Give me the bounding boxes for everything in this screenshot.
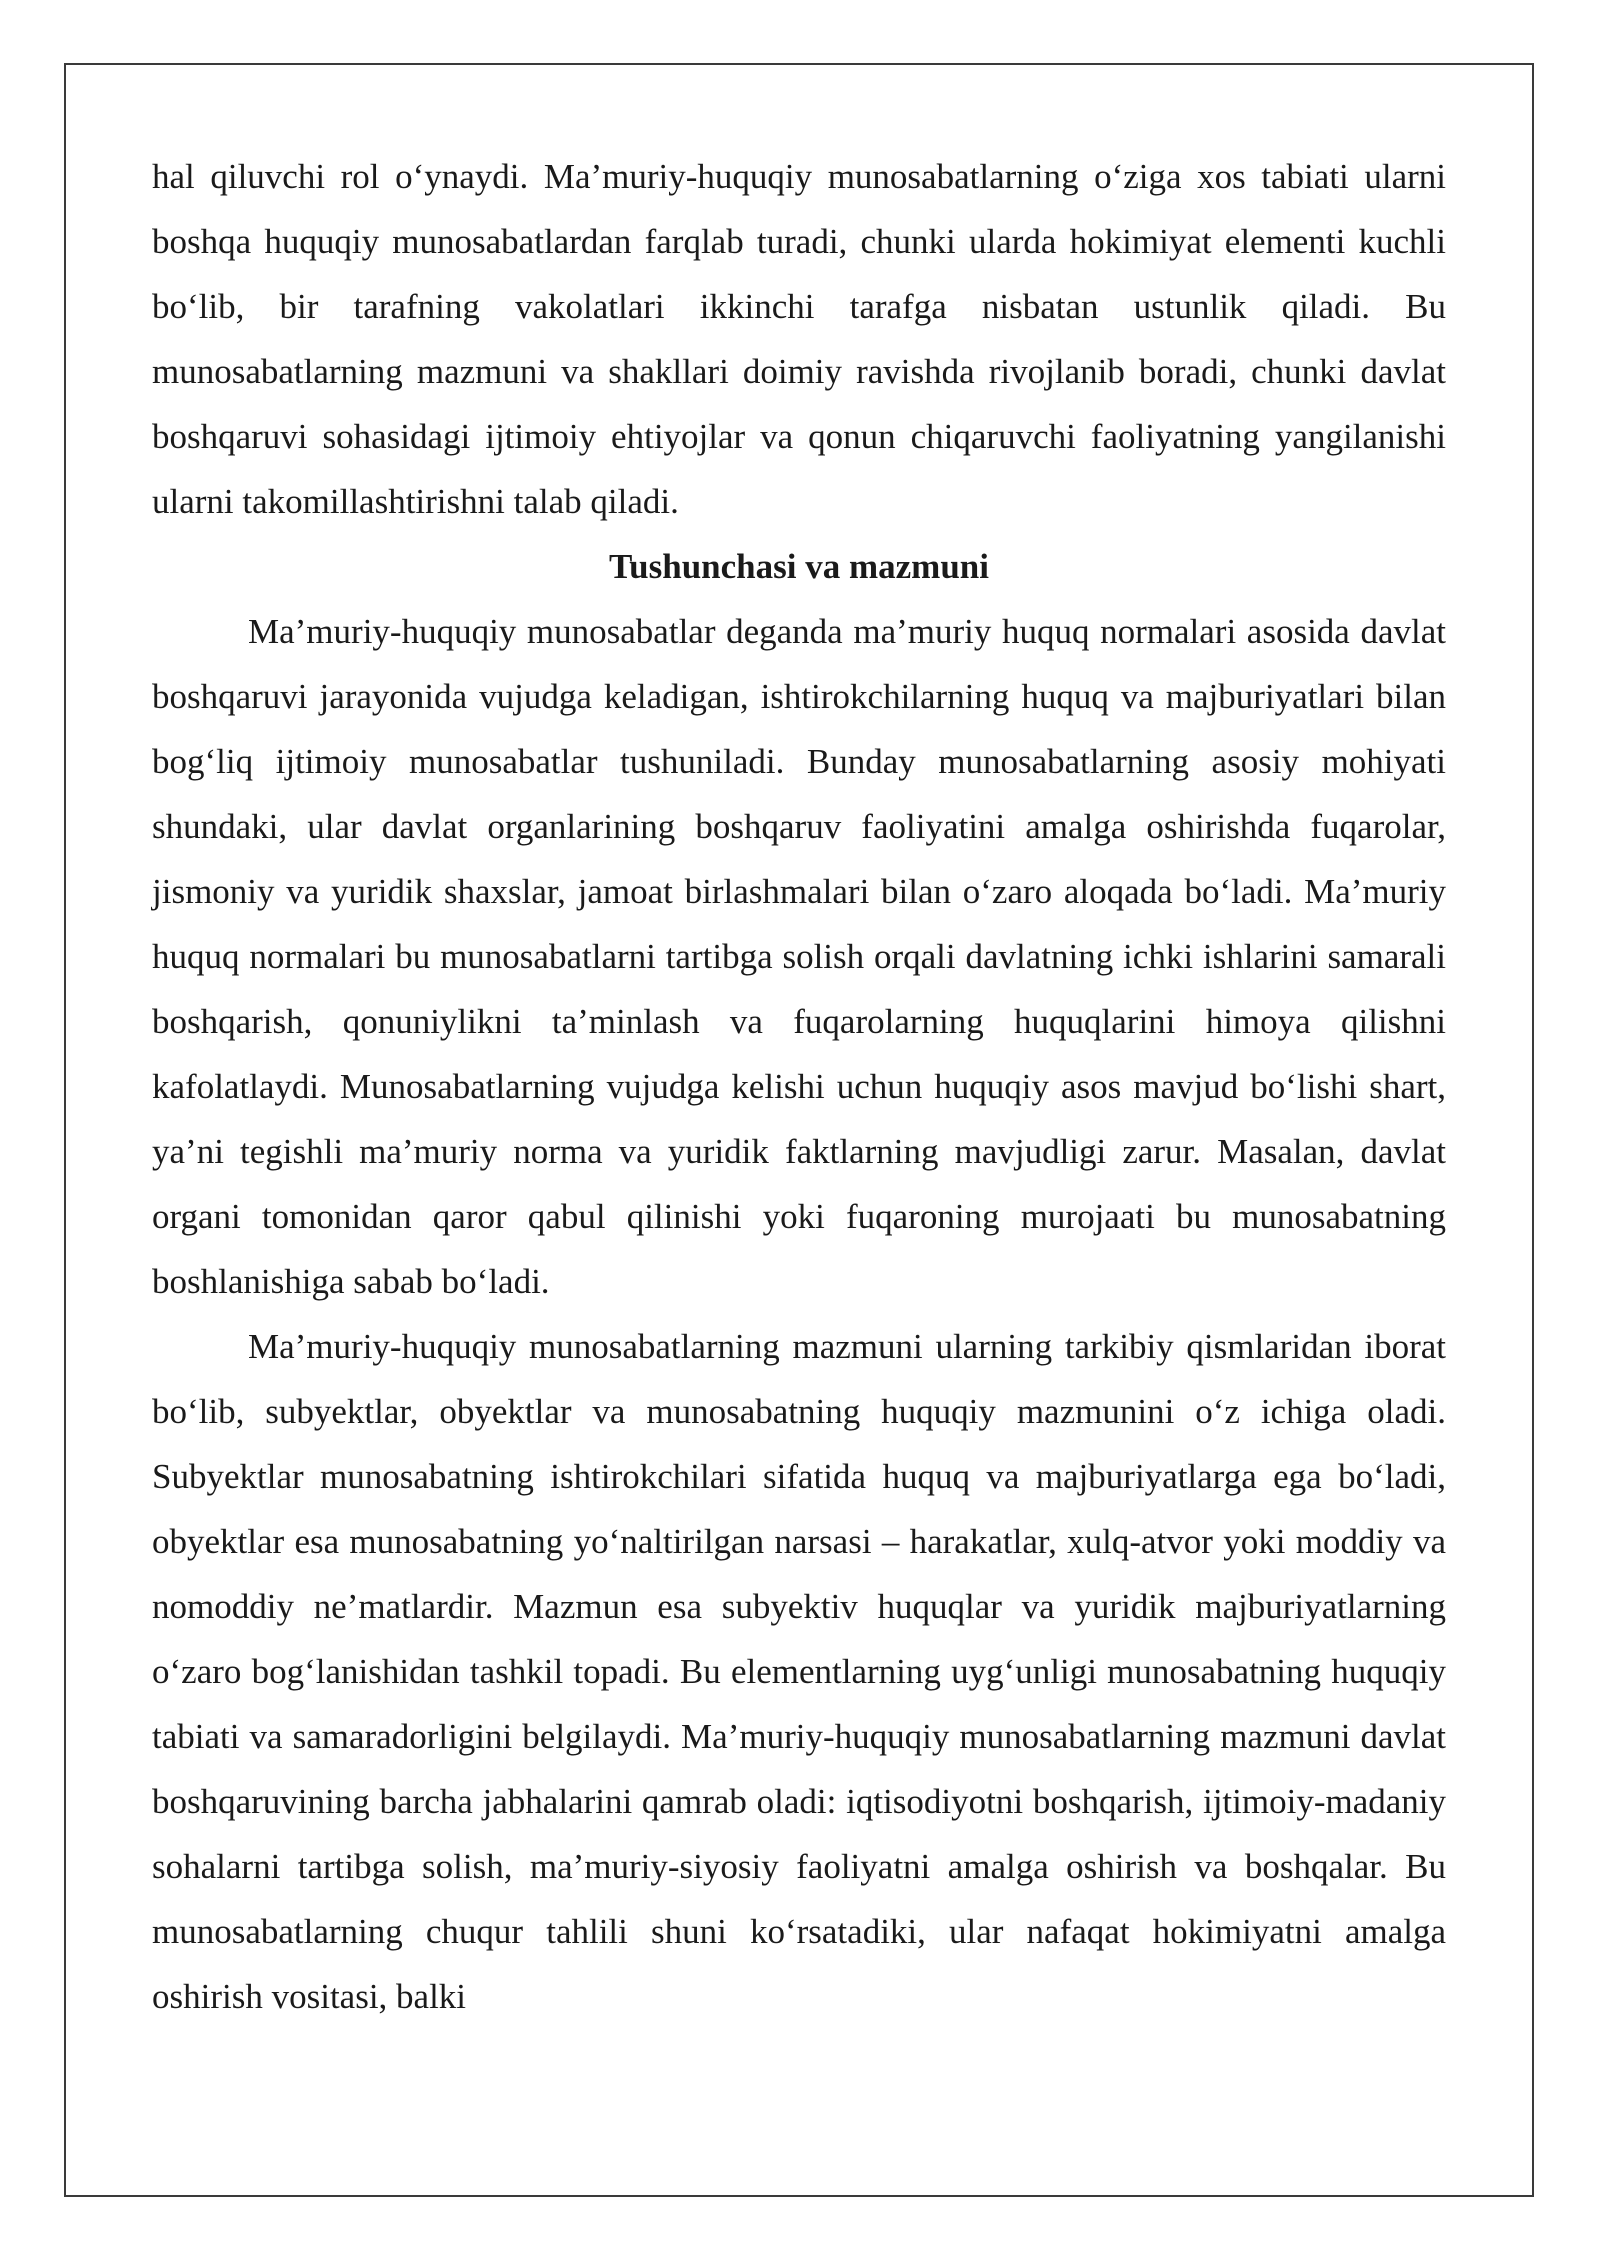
paragraph-definition: Ma’muriy-huquqiy munosabatlar deganda ma’muriy huquq normalari asosida davlat boshqaruvi jarayonida vujudga keladigan, ishtirokchilarning huquq va majburiyatlari bilan bog‘liq ijtimoiy munosabatlar tushuniladi. Bunday munosabatlarning asosiy mohiyati shundaki, ular davlat organlarining boshqaruv faoliyatini amalga oshirishda fuqarolar, jismoniy va yuridik shaxslar, jamoat birlashmalari bilan o‘zaro aloqada bo‘ladi. Ma’muriy huquq normalari bu munosabatlarni tartibga solish orqali davlatning ichki ishlarini samarali boshqarish, qonuniylikni ta’minlash va fuqarolarning huquqlarini himoya qilishni kafolatlaydi. Munosabatlarning vujudga kelishi uchun huquqiy asos mavjud bo‘lishi shart, ya’ni tegishli ma’muriy norma va yuridik faktlarning mavjudligi zarur. Masalan, davlat organi tomonidan qaror qabul qilinishi yoki fuqaroning murojaati bu munosabatning boshlanishiga sabab bo‘ladi.: [152, 612, 1446, 1301]
paragraph-continuation: hal qiluvchi rol o‘ynaydi. Ma’muriy-huquqiy munosabatlarning o‘ziga xos tabiati ularni boshqa huquqiy munosabatlardan farqlab turadi, chunki ularda hokimiyat elementi kuchli bo‘lib, bir tarafning vakolatlari ikkinchi tarafga nisbatan ustunlik qiladi. Bu munosabatlarning mazmuni va shakllari doimiy ravishda rivojlanib boradi, chunki davlat boshqaruvi sohasidagi ijtimoiy ehtiyojlar va qonun chiqaruvchi faoliyatning yangilanishi ularni takomillashtirishni talab qiladi.: [152, 157, 1446, 521]
document-body: [152, 144, 1446, 2029]
paragraph-content: Ma’muriy-huquqiy munosabatlarning mazmuni ularning tarkibiy qismlaridan iborat bo‘lib, subyektlar, obyektlar va munosabatning huquqiy mazmunini o‘z ichiga oladi. Subyektlar munosabatning ishtirokchilari sifatida huquq va majburiyatlarga ega bo‘ladi, obyektlar esa munosabatning yo‘naltirilgan narsasi – harakatlar, xulq-atvor yoki moddiy va nomoddiy ne’matlardir. Mazmun esa subyektiv huquqlar va yuridik majburiyatlarning o‘zaro bog‘lanishidan tashkil topadi. Bu elementlarning uyg‘unligi munosabatning huquqiy tabiati va samaradorligini belgilaydi. Ma’muriy-huquqiy munosabatlarning mazmuni davlat boshqaruvining barcha jabhalarini qamrab oladi: iqtisodiyotni boshqarish, ijtimoiy-madaniy sohalarni tartibga solish, ma’muriy-siyosiy faoliyatni amalga oshirish va boshqalar. Bu munosabatlarning chuqur tahlili shuni ko‘rsatadiki, ular nafaqat hokimiyatni amalga oshirish vositasi, balki: [152, 1327, 1446, 2016]
section-heading: Tushunchasi va mazmuni: [609, 547, 989, 586]
